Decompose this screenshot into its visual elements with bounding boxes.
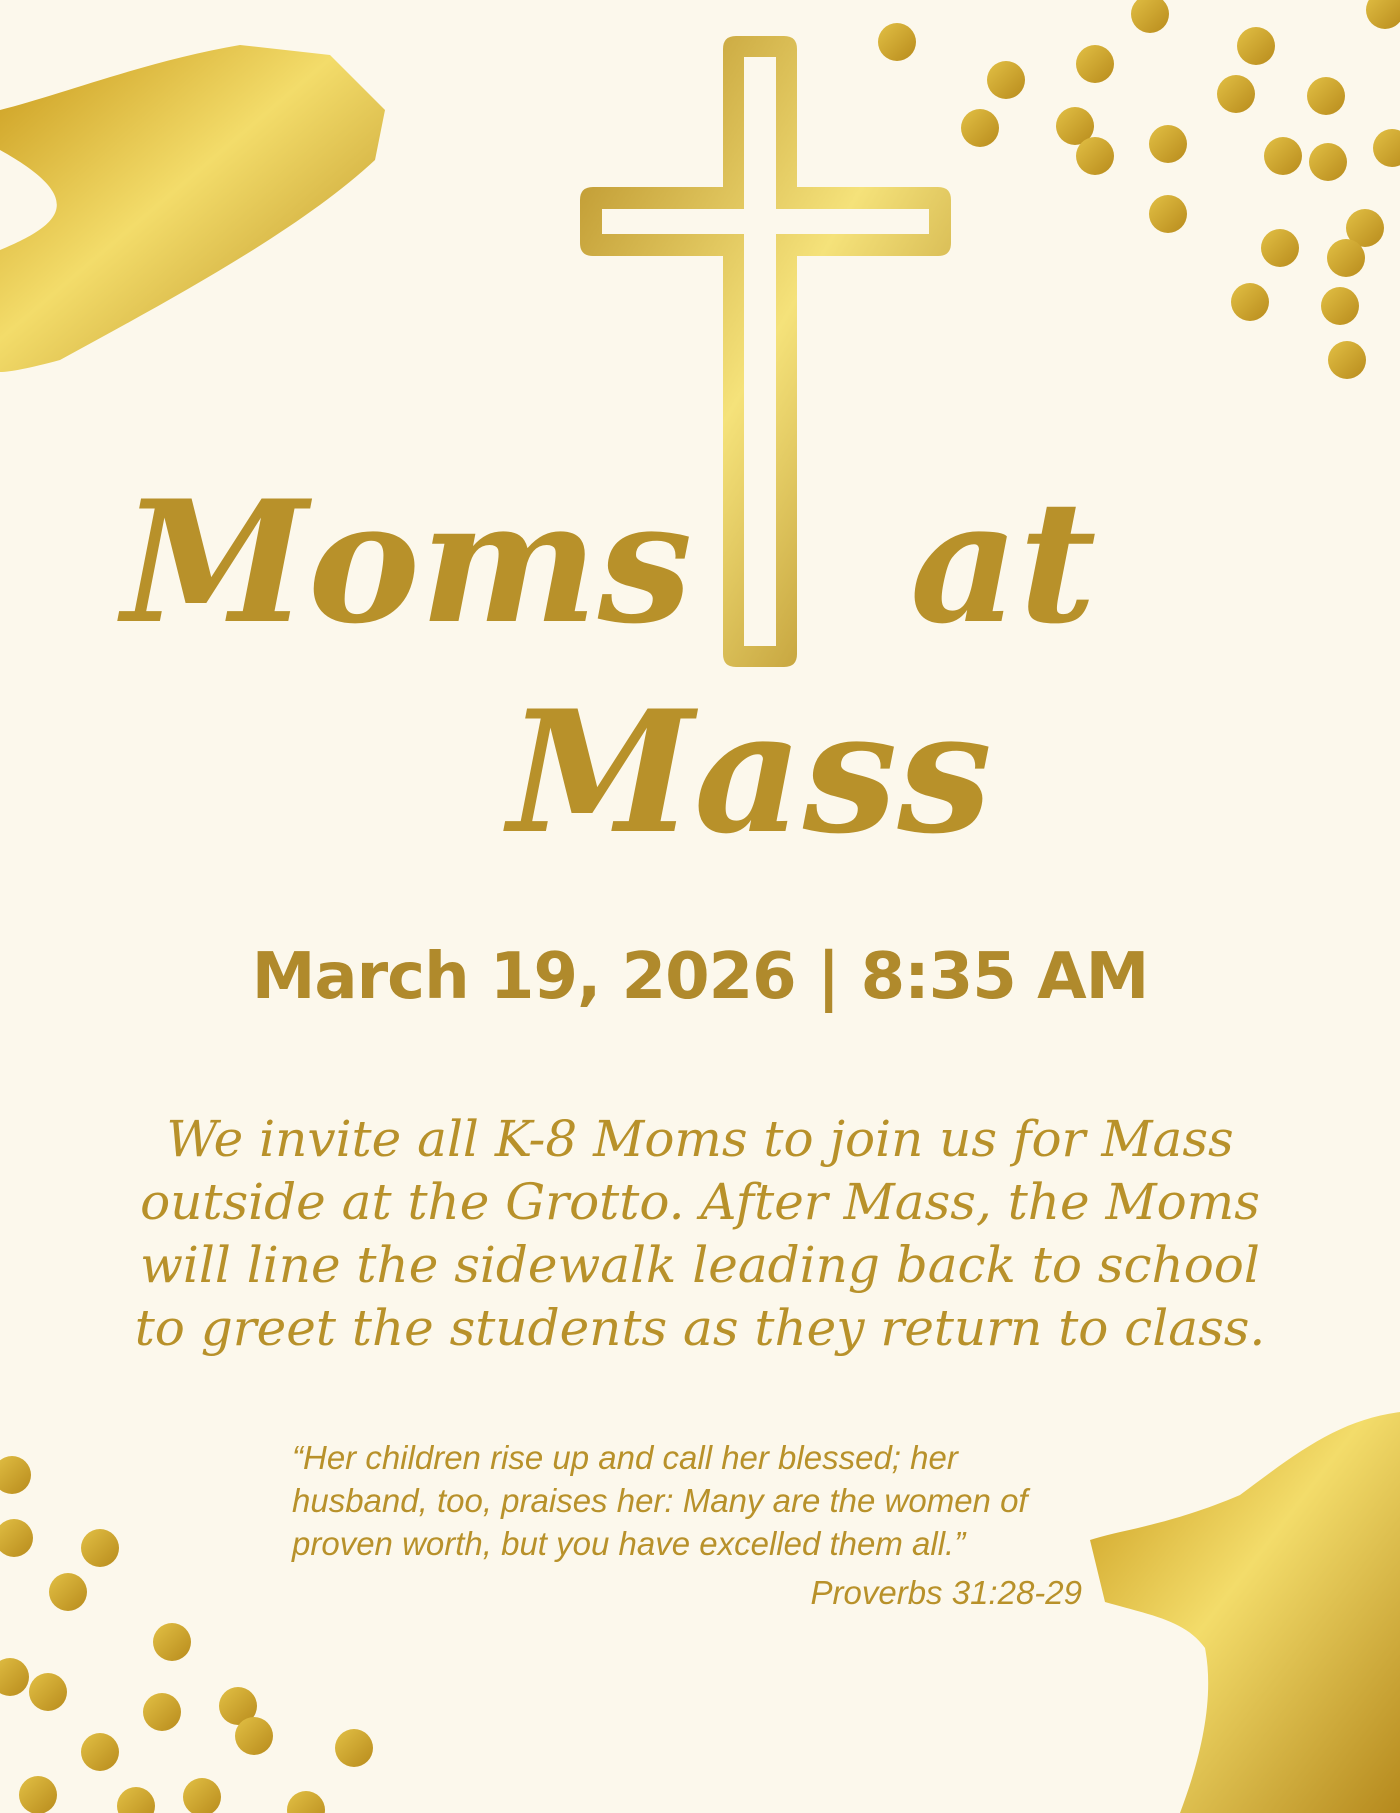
invitation-text: We invite all K-8 Moms to join us for Mass outside at the Grotto. After Mass, the Moms will line the sidewalk leading back to school to greet the students as they return to class. — [134, 1110, 1266, 1357]
title-moms: Moms — [122, 463, 693, 661]
confetti-top-right — [878, 0, 1400, 379]
brush-stroke-bottom-right — [1090, 1412, 1400, 1813]
scripture-citation: Proverbs 31:28-29 — [810, 1574, 1082, 1611]
brush-stroke-top-left — [0, 45, 385, 372]
title-mass: Mass — [508, 673, 992, 871]
scripture-quote: “Her children rise up and call her blessed; her husband, too, praises her: Many are the women of proven worth, but you have excelled them all.” — [292, 1439, 1028, 1562]
title-at: at — [910, 463, 1097, 661]
event-date-time: March 19, 2026 | 8:35 AM — [251, 940, 1149, 1014]
